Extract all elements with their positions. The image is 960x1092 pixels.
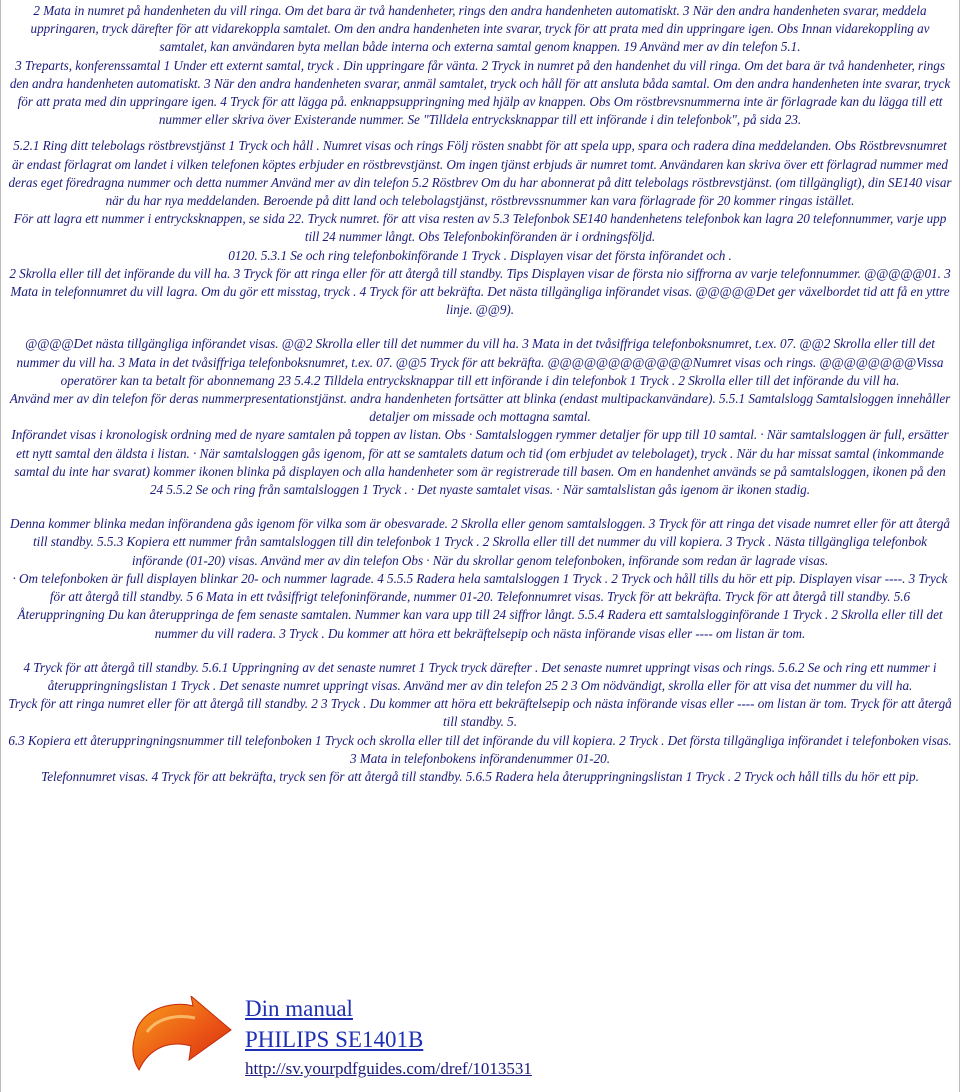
paragraph: 5.2.1 Ring ditt telebolags röstbrevstjänst 1 Tryck och håll . Numret visas och rings Följ rösten snabbt för att spela upp, spara och radera dina meddelanden. Obs Röstbrevsnumret är endast förlagrat om landet i vilken telefonen köptes erbjuder en röstbrevstjänst. Om ingen tjänst erbjuds är numret tomt. Användaren kan skriva över ett förlagrad nummer med deras eget föredragna nummer och detta nummer Använd mer av din telefon 5.2 Röstbrev Om du har abonnerat på ditt telebolags röstbrevstjänst. (om tillgängligt), din SE140 visar när du har nya meddelanden. Beroende på ditt land och telebolagstjänst, röstbrevssnummer kan vara förlagrade för 20 kommer ringas istället. bbox=[8, 138, 952, 209]
product-link[interactable]: PHILIPS SE1401B bbox=[245, 1027, 424, 1052]
url-link[interactable]: http://sv.yourpdfguides.com/dref/1013531 bbox=[245, 1059, 532, 1078]
paragraph: · Om telefonboken är full displayen blinkar 20- och nummer lagrade. 4 5.5.5 Radera hela samtalsloggen 1 Tryck . 2 Tryck och håll tills du hör ett pip. Displayen visar ----. 3 Tryck för att återgå till standby. 5 6 Mata in ett tvåsiffrigt telefoninförande, nummer 01-20. Telefonnumret visas. Tryck för att bekräfta. Tryck för att återgå till standby. 5.6 Återuppringning Du kan återuppringa de fem senaste samtalen. Nummer kan vara upp till 24 siffror långt. 5.5.4 Radera ett samtalslogginförande 1 Tryck . 2 Skrolla eller till det nummer du vill radera. 3 Tryck . Du kommer att höra ett bekräftelsepip och nästa införande visas eller ---- om listan är tom. bbox=[12, 570, 948, 641]
paragraph: @@@@Det nästa tillgängliga införandet visas. @@2 Skrolla eller till det nummer du vill ha. 3 Mata in det tvåsiffriga telefonboksnumret, t.ex. 07. @@2 Skrolla eller till det nummer du vill ha. 3 Mata in det tvåsiffriga telefonboksnumret, t.ex. 07. @@5 Tryck för att bekräfta. @@@@@@@@@@@@Numret visas och rings. @@@@@@@@Vissa operatörer kan ta betalt för abonnemang 23 5.4.2 Tilldela entrycksknappar till ett införande i din telefonbok 1 Tryck . 2 Skrolla eller till det införande du vill ha. bbox=[16, 336, 944, 388]
manual-text bbox=[1, 0, 959, 786]
arrow-logo-icon bbox=[131, 996, 235, 1082]
paragraph: Använd mer av din telefon för deras nummerpresentationstjänst. andra handenheten fortsätter att blinka (endast multipackanvändare). 5.5.1 Samtalslogg Samtalsloggen innehåller detaljer om missade och mottagna samtal. bbox=[9, 391, 951, 425]
paragraph: 6.3 Kopiera ett återuppringningsnummer till telefonboken 1 Tryck och skrolla eller till det införande du vill kopiera. 2 Tryck . Det första tillgängliga införandet i telefonboken visas. 3 Mata in telefonbokens införandenummer 01-20. bbox=[8, 732, 952, 766]
paragraph: 4 Tryck för att återgå till standby. 5.6.1 Uppringning av det senaste numret 1 Tryck tryck därefter . Det senaste numret uppringt visas och rings. 5.6.2 Se och ring ett nummer i återuppringningslistan 1 Tryck . Det senaste numret uppringt visas. Använd mer av din telefon 25 2 3 Om nödvändigt, skrolla eller för att visa det nummer du vill ha. bbox=[23, 659, 937, 693]
manual-footer bbox=[131, 994, 631, 1086]
manual-link[interactable]: Din manual bbox=[245, 996, 353, 1021]
paragraph: Denna kommer blinka medan införandena gås igenom för vilka som är obesvarade. 2 Skrolla eller genom samtalsloggen. 3 Tryck för att ringa det visade numret eller för att återgå till standby. 5.5.3 Kopiera ett nummer från samtalsloggen till din telefonbok 1 Tryck . 2 Skrolla eller till det nummer du vill kopiera. 3 Tryck . Nästa tillgängliga telefonbok införande (01-20) visas. Använd mer av din telefon Obs · När du skrollar genom telefonboken, införande som redan är lagrade visas. bbox=[10, 516, 950, 568]
paragraph: 2 Skrolla eller till det införande du vill ha. 3 Tryck för att ringa eller för att återgå till standby. Tips Displayen visar de första nio siffrorna av varje telefonnummer. @@@@@01. 3 Mata in telefonnumret du vill lagra. Om du gör ett misstag, tryck . 4 Tryck för att bekräfta. Det nästa tillgängliga införandet visas. @@@@@Det ger växelbordet tid att få en yttre linje. @@9). bbox=[9, 265, 951, 318]
paragraph: Införandet visas i kronologisk ordning med de nyare samtalen på toppen av listan. Obs · Samtalsloggen rymmer detaljer för upp till 10 samtal. · När samtalsloggen är full, ersätter ett nytt samtal den äldsta i listan. · När samtalsloggen gås igenom, för att se samtalets datum och tid (om erbjudet av telebolaget), tryck . När du har missat samtal (inkommande samtal du inte har svarat) kommer ikonen blinka på displayen och alla handenheter som är registrerade till basen. Om en handenhet används se på samtalsloggen, ikonen på den 24 5.5.2 Se och ring från samtalsloggen 1 Tryck . · Det nyaste samtalet visas. · När samtalslistan gås igenom är ikonen stadig. bbox=[11, 427, 949, 498]
paragraph: 3 Treparts, konferenssamtal 1 Under ett externt samtal, tryck . Din uppringare får vänta. 2 Tryck in numret på den handenhet du vill ringa. Om det bara är två handenheter, rings den andra handenheten automatiskt. 3 När den andra handenheten svarar, anmäl samtalet, tryck och håll för att ansluta båda samtal. Om den andra handenheten inte svarar, tryck för att prata med din uppringare igen. 4 Tryck för att lägga på. enknappsuppringning med hjälp av knappen. Obs Om röstbrevsnummerna inte är förlagrade kan du lägga till ett nummer eller skriva över Existerande nummer. Se "Tilldela entrycksknappar till ett införande i din telefonbok", på sida 23. bbox=[9, 57, 951, 128]
paragraph: Tryck för att ringa numret eller för att återgå till standby. 2 3 Tryck . Du kommer att höra ett bekräftelsepip och nästa införande visas eller ---- om listan är tom. Tryck för att återgå till standby. 5. bbox=[8, 696, 952, 730]
paragraph: För att lagra ett nummer i entrycksknappen, se sida 22. Tryck numret. för att visa resten av 5.3 Telefonbok SE140 handenhetens telefonbok kan lagra 20 telefonnummer, varje upp till 24 nummer långt. Obs Telefonbokinföranden är i ordningsföljd. bbox=[13, 211, 947, 245]
paragraph: 2 Mata in numret på handenheten du vill ringa. Om det bara är två handenheter, rings den andra handenheten automatiskt. 3 När den andra handenheten svarar, meddela uppringaren, tryck därefter för att vidarekoppla samtalet. Om den andra handenheten inte svarar, tryck för att prata med din uppringare igen. Obs Innan vidarekoppling av samtalet, kan användaren byta mellan både interna och externa samtal genom knappen. 19 Använd mer av din telefon 5.1. bbox=[30, 3, 930, 55]
paragraph: 0120. 5.3.1 Se och ring telefonbokinförande 1 Tryck . Displayen visar det första införandet och . bbox=[228, 247, 732, 263]
paragraph: Telefonnumret visas. 4 Tryck för att bekräfta, tryck sen för att återgå till standby. 5.6.5 Radera hela återuppringningslistan 1 Tryck . 2 Tryck och håll tills du hör ett pip. bbox=[41, 768, 919, 784]
